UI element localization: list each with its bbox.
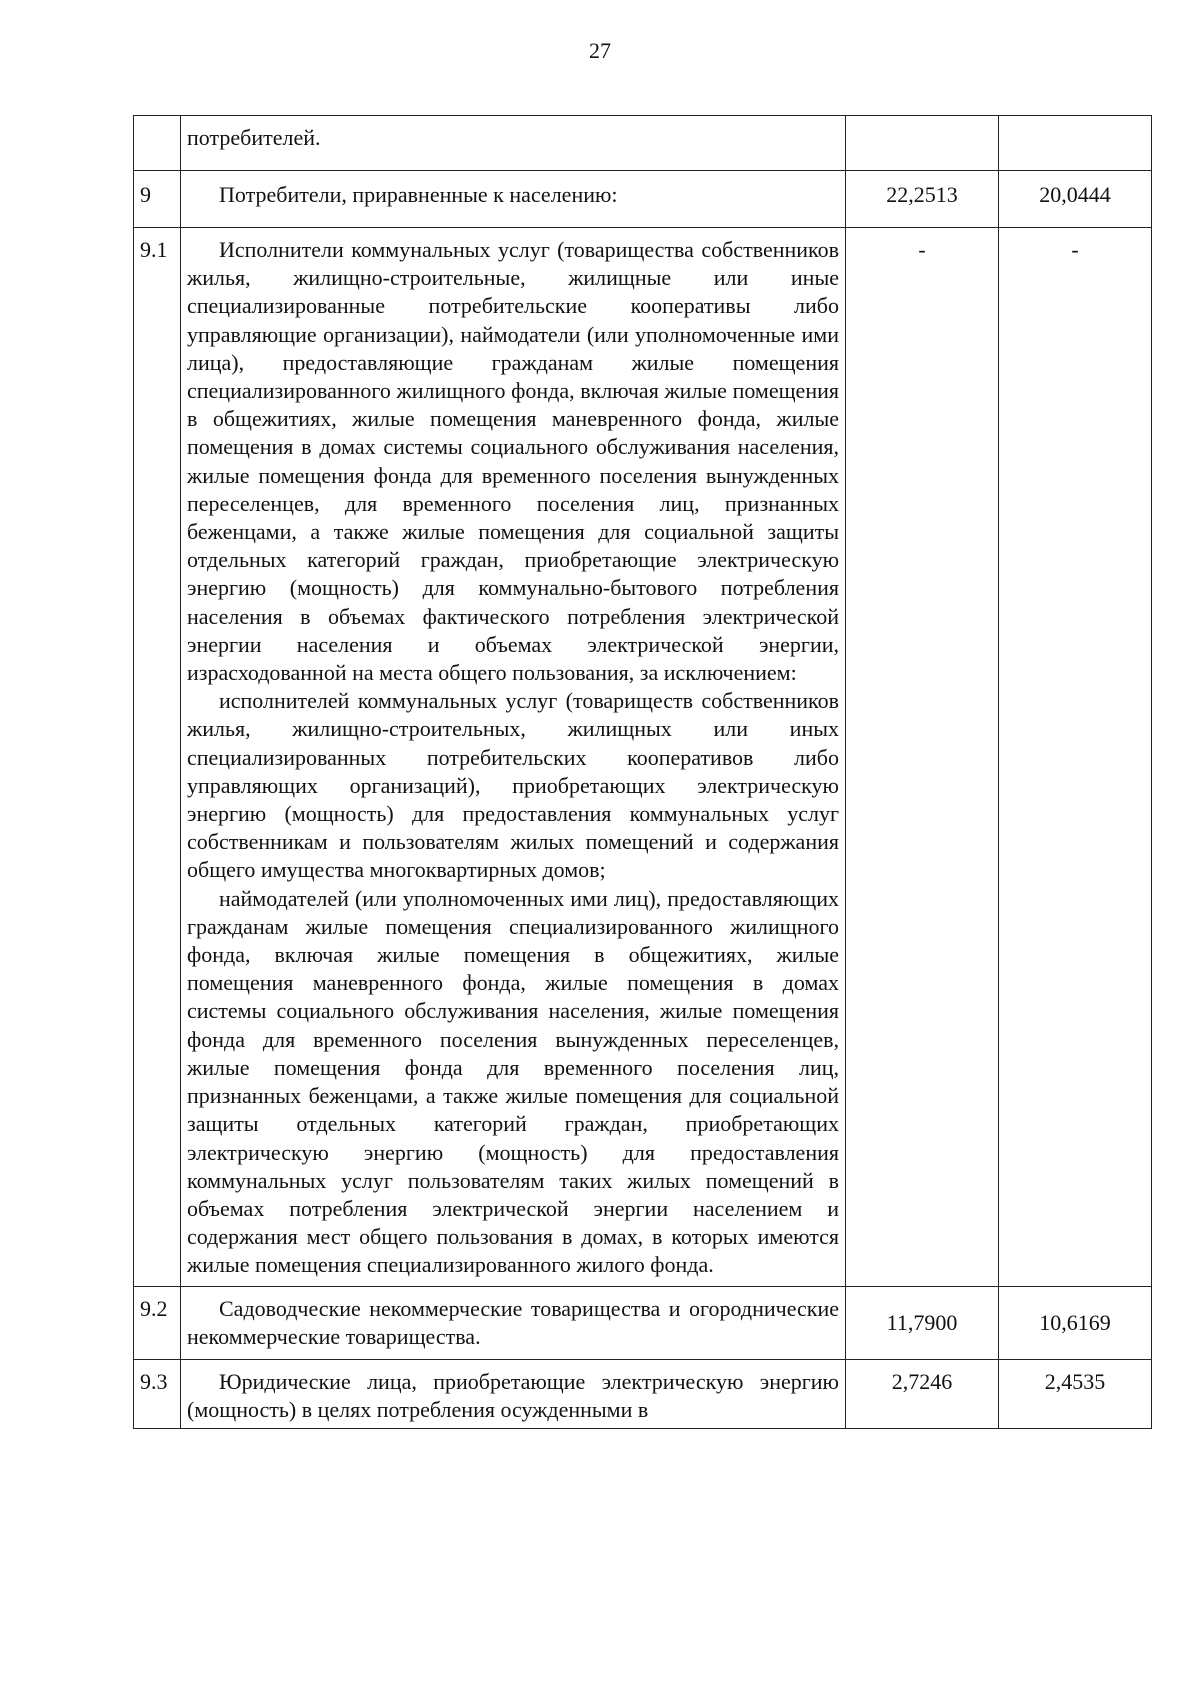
row-description <box>181 1359 846 1428</box>
table-row-continuation <box>134 116 1152 171</box>
value-column-1: 2,7246 <box>846 1359 999 1428</box>
value-column-1: 11,7900 <box>846 1286 999 1359</box>
value-column-2: 2,4535 <box>999 1359 1152 1428</box>
page-number: 27 <box>589 38 611 63</box>
row-description <box>181 1286 846 1359</box>
row-description <box>181 171 846 228</box>
table-row-9 <box>134 171 1152 228</box>
row-description <box>181 116 846 171</box>
value-column-1: 22,2513 <box>846 171 999 228</box>
value-column-2: 20,0444 <box>999 171 1152 228</box>
description-paragraph: потребителей. <box>187 125 321 150</box>
row-number: 9.3 <box>134 1359 181 1428</box>
value-column-1 <box>846 116 999 171</box>
table-row-9-1 <box>134 228 1152 1287</box>
description-paragraph: Юридические лица, приобретающие электрическую энергию (мощность) в целях потребления осужденными в <box>187 1368 839 1423</box>
value-column-2: 10,6169 <box>999 1286 1152 1359</box>
row-number: 9.1 <box>134 228 181 1287</box>
value-column-2 <box>999 116 1152 171</box>
row-number: 9.2 <box>134 1286 181 1359</box>
description-paragraph: наймодателей (или уполномоченных ими лиц), предоставляющих гражданам жилые помещения специализированного жилищного фонда, включая жилые помещения в общежитиях, жилые помещения маневренного фонда, жилые помещения в домах системы социального обслуживания населения, жилые помещения фонда для временного поселения вынужденных переселенцев, жилые помещения фонда для временного поселения лиц, признанных беженцами, а также жилые помещения для социальной защиты отдельных категорий граждан, приобретающих электрическую энергию (мощность) для предоставления коммунальных услуг пользователям таких жилых помещений в объемах потребления электрической энергии населением и содержания мест общего пользования в домах, в которых имеются жилые помещения специализированного жилого фонда. <box>187 885 839 1278</box>
description-paragraph: Потребители, приравненные к населению: <box>219 182 618 207</box>
table-row-9-3 <box>134 1359 1152 1428</box>
table-row-9-2 <box>134 1286 1152 1359</box>
row-number <box>134 116 181 171</box>
tariff-table <box>133 115 1152 1429</box>
row-description <box>181 228 846 1287</box>
value-column-2: - <box>999 228 1152 1287</box>
value-column-1: - <box>846 228 999 1287</box>
description-paragraph: Садоводческие некоммерческие товарищества и огороднические некоммерческие товарищества. <box>187 1295 839 1349</box>
description-paragraph: Исполнители коммунальных услуг (товарищества собственников жилья, жилищно-строительные, жилищные или иные специализированные потребительские кооперативы либо управляющие организации), наймодатели (или уполномоченные ими лица), предоставляющие гражданам жилые помещения специализированного жилищного фонда, включая жилые помещения в общежитиях, жилые помещения маневренного фонда, жилые помещения в домах системы социального обслуживания населения, жилые помещения фонда для временного поселения вынужденных переселенцев, для временного поселения лиц, признанных беженцами, а также жилые помещения для социальной защиты отдельных категорий граждан, приобретающие электрическую энергию (мощность) для коммунально-бытового потребления населения в объемах фактического потребления электрической энергии населения и объемах электрической энергии, израсходованной на места общего пользования, за исключением: <box>187 237 839 686</box>
row-number: 9 <box>134 171 181 228</box>
description-paragraph: исполнителей коммунальных услуг (товариществ собственников жилья, жилищно-строительных, жилищных или иных специализированных потребительских кооперативов либо управляющих организаций), приобретающих электрическую энергию (мощность) для предоставления коммунальных услуг собственникам и пользователям жилых помещений и содержания общего имущества многоквартирных домов; <box>187 688 839 883</box>
